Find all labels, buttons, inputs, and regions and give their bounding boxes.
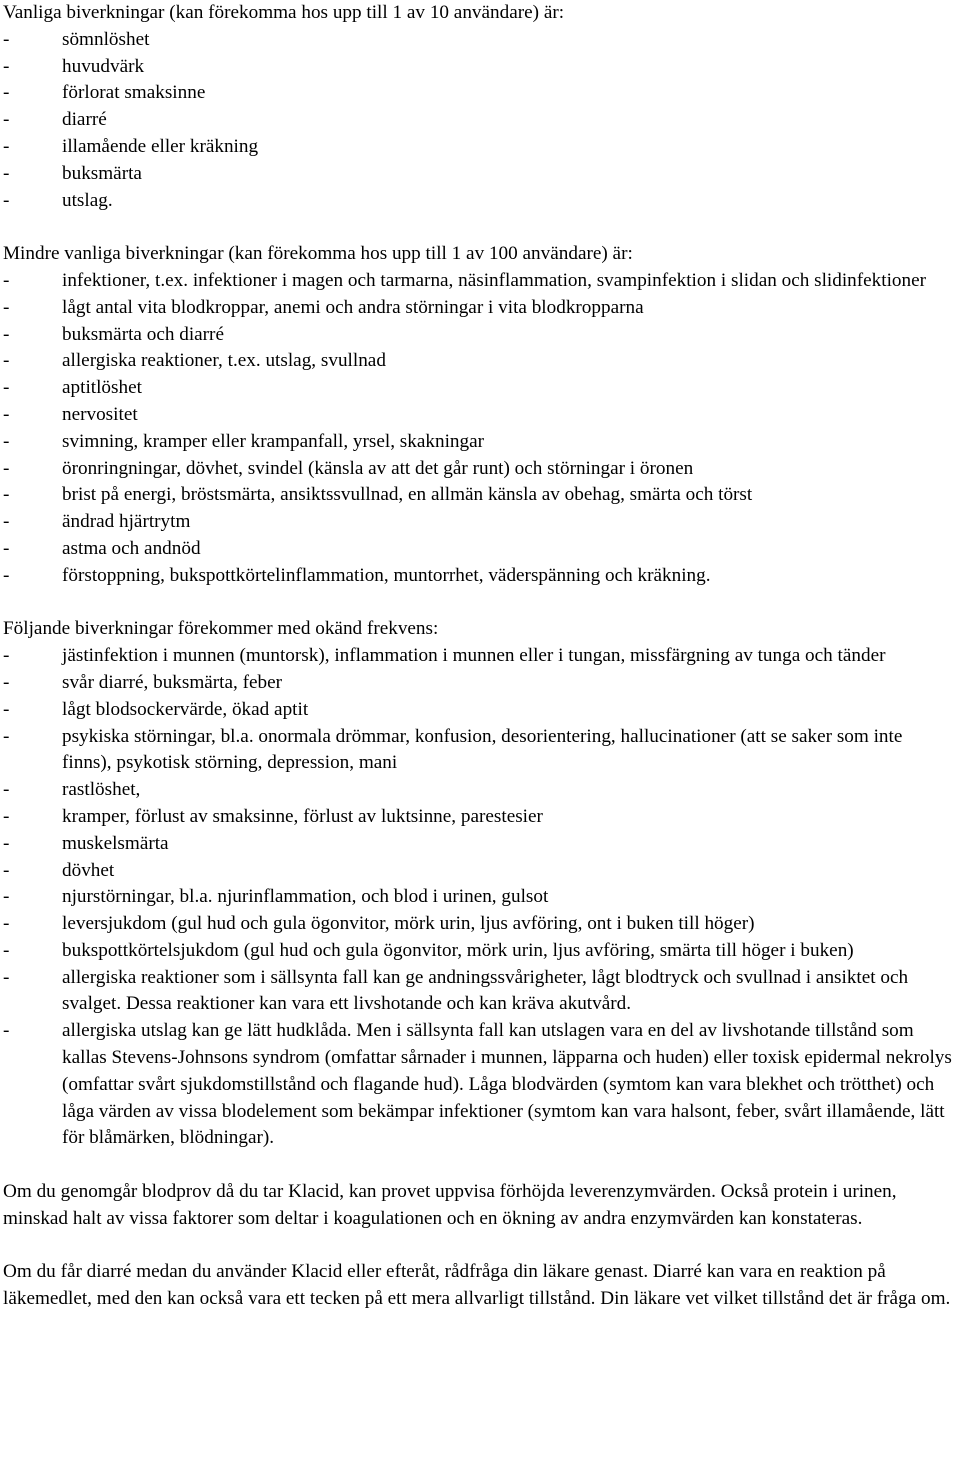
list-item: - muskelsmärta: [3, 831, 956, 858]
spacer: [3, 1233, 956, 1260]
common-side-effects-list: [3, 27, 956, 215]
list-item: - lågt antal vita blodkroppar, anemi och andra störningar i vita blodkropparna: [3, 295, 956, 322]
list-item: - dövhet: [3, 858, 956, 885]
list-item: - allergiska reaktioner som i sällsynta fall kan ge andningssvårigheter, lågt blodtryck och svullnad i ansiktet och svalget. Dessa reaktioner kan vara ett livshotande och kan kräva akutvård.: [3, 965, 956, 1019]
spacer: [3, 214, 956, 241]
list-item: - brist på energi, bröstsmärta, ansiktssvullnad, en allmän känsla av obehag, smärta och törst: [3, 482, 956, 509]
list-item: - buksmärta: [3, 161, 956, 188]
list-item: - psykiska störningar, bl.a. onormala drömmar, konfusion, desorientering, hallucinationer (att se saker som inte finns), psykotisk störning, depression, mani: [3, 724, 956, 778]
list-item: - ändrad hjärtrytm: [3, 509, 956, 536]
list-item: - svimning, kramper eller krampanfall, yrsel, skakningar: [3, 429, 956, 456]
uncommon-side-effects-list: [3, 268, 956, 590]
list-item: - öronringningar, dövhet, svindel (känsla av att det går runt) och störningar i öronen: [3, 456, 956, 483]
list-item: - bukspottkörtelsjukdom (gul hud och gula ögonvitor, mörk urin, ljus avföring, smärta till höger i buken): [3, 938, 956, 965]
list-item: - sömnlöshet: [3, 27, 956, 54]
list-item: - aptitlöshet: [3, 375, 956, 402]
list-item: - förlorat smaksinne: [3, 80, 956, 107]
list-item: - jästinfektion i munnen (muntorsk), inflammation i munnen eller i tungan, missfärgning av tunga och tänder: [3, 643, 956, 670]
list-item: - allergiska reaktioner, t.ex. utslag, svullnad: [3, 348, 956, 375]
list-item: - njurstörningar, bl.a. njurinflammation, och blod i urinen, gulsot: [3, 884, 956, 911]
list-item: - rastlöshet,: [3, 777, 956, 804]
list-item: - förstoppning, bukspottkörtelinflammation, muntorrhet, väderspänning och kräkning.: [3, 563, 956, 590]
section-common-heading: Vanliga biverkningar (kan förekomma hos upp till 1 av 10 användare) är:: [3, 2, 565, 23]
list-item: - svår diarré, buksmärta, feber: [3, 670, 956, 697]
list-item: - nervositet: [3, 402, 956, 429]
list-item: - infektioner, t.ex. infektioner i magen och tarmarna, näsinflammation, svampinfektion i slidan och slidinfektioner: [3, 268, 956, 295]
unknown-frequency-side-effects-list: [3, 643, 956, 1152]
blood-test-paragraph: Om du genomgår blodprov då du tar Klacid, kan provet uppvisa förhöjda leverenzymvärden. Också protein i urinen, minskad halt av vissa faktorer som deltar i koagulationen och en ökning av andra enzymvärden kan konstateras.: [3, 1181, 897, 1229]
section-uncommon-heading: Mindre vanliga biverkningar (kan förekomma hos upp till 1 av 100 användare) är:: [3, 243, 633, 265]
list-item: - leversjukdom (gul hud och gula ögonvitor, mörk urin, ljus avföring, ont i buken till höger): [3, 911, 956, 938]
list-item: - utslag.: [3, 188, 956, 215]
section-unknown-frequency-heading: Följande biverkningar förekommer med okänd frekvens:: [3, 618, 439, 640]
list-item: - buksmärta och diarré: [3, 322, 956, 349]
list-item: - illamående eller kräkning: [3, 134, 956, 161]
list-item: - kramper, förlust av smaksinne, förlust av luktsinne, parestesier: [3, 804, 956, 831]
list-item: - astma och andnöd: [3, 536, 956, 563]
spacer: [3, 1152, 956, 1179]
list-item: - huvudvärk: [3, 54, 956, 81]
diarrhea-advice-paragraph: Om du får diarré medan du använder Klacid eller efteråt, rådfråga din läkare genast. Diarré kan vara en reaktion på läkemedlet, med den kan också vara ett tecken på ett mera allvarligt tillstånd. Din läkare vet vilket tillstånd det är fråga om.: [3, 1261, 951, 1310]
spacer: [3, 590, 956, 617]
list-item: - lågt blodsockervärde, ökad aptit: [3, 697, 956, 724]
list-item: - allergiska utslag kan ge lätt hudklåda. Men i sällsynta fall kan utslagen vara en del av livshotande tillstånd som kallas Stevens-Johnsons syndrom (omfattar sårnader i munnen, läpparna och huden) eller toxisk epidermal nekrolys (omfattar svårt sjukdomstillstånd och flagande hud). Låga blodvärden (symtom kan vara blekhet och trötthet) och låga värden av vissa blodelement som bekämpar infektioner (symtom kan vara halsont, feber, svårt illamående, lätt för blåmärken, blödningar).: [3, 1018, 956, 1152]
list-item: - diarré: [3, 107, 956, 134]
